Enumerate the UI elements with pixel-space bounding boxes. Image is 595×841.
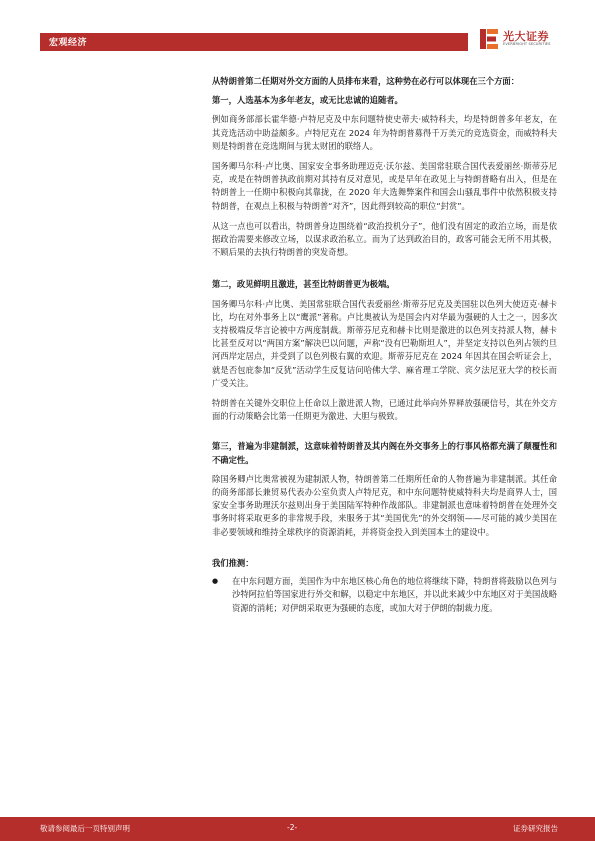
body-paragraph: 除国务卿卢比奥常被视为建制派人物，特朗普第二任期所任命的人物普遍为非建制派。其任命的商务部部长兼贸易代表办公室负责人卢特尼克，和中东问题特使威特科夫均是商界人士，国家安全事务助理沃尔兹则出身于美国陆军特种作战部队。非建制派也意味着特朗普在处理外交事务时将采取更多的非常规手段，来服务于其“美国优先”的外交纲领——尽可能的减少美国在非必要领域和维持全球秩序的资源消耗，并将资金投入到美国本土的建设中。 bbox=[212, 473, 557, 537]
bullet-text: 在中东问题方面，美国作为中东地区核心角色的地位将继续下降，特朗普将鼓励以色列与沙特阿拉伯等国家进行外交和解，以稳定中东地区，并以此来减少中东地区对于美国战略资源的消耗；对伊朗采取更为强硬的态度，或加大对于伊朗的制裁力度。 bbox=[232, 576, 557, 613]
first-point-heading: 第一，人选基本为多年老友，或无比忠诚的追随者。 bbox=[212, 95, 403, 106]
section-label: 宏观经济 bbox=[49, 38, 88, 48]
third-point-heading: 第三，普遍为非建制派，这意味着特朗普及其内阁在外交事务上的行事风格都充满了颠覆性和不确定性。 bbox=[212, 441, 557, 465]
body-paragraph: 从这一点也可以看出，特朗普身边围绕着“政治投机分子”，他们没有固定的政治立场，而是依据政治需要来修改立场，以谋求政治私立。而为了达到政治目的，政客可能会无所不用其极，不顾后果的去执行特朗普的突发奇想。 bbox=[212, 220, 557, 258]
body-paragraph: 国务卿马尔科·卢比奥、国家安全事务助理迈克·沃尔兹、美国常驻联合国代表爱丽丝·斯蒂芬尼克，或是在特朗普执政前期对其持有反对意见，或是早年在政见上与特朗普略有出入，但是在特朗普上一任期中积极向其靠拢，在 2020 年大选舞弊案件和国会山骚乱事件中依然积极支持特朗普，在观点上积极与特朗普“对齐”，因此得到较高的职位“封赏”。 bbox=[212, 161, 557, 211]
body-paragraph: 例如商务部部长霍华德·卢特尼克及中东问题特使史蒂夫·威特科夫，均是特朗普多年老友，在其竞选活动中助益颇多。卢特尼克在 2024 年为特朗普募得千万美元的竞选资金，而威特科夫则是特朗普在竞选期间与犹太财团的联络人。 bbox=[212, 114, 557, 151]
page-footer bbox=[0, 817, 595, 841]
body-paragraph: 特朗普在关键外交职位上任命以上激进派人物，已通过此举向外界释放强硬信号，其在外交方面的行动策略会比第一任期更为激进、大胆与极致。 bbox=[212, 398, 557, 422]
logo-english-name: EVERBRIGHT SECURITIES bbox=[503, 42, 551, 46]
body-paragraph: 国务卿马尔科·卢比奥、美国常驻联合国代表爱丽丝·斯蒂芬尼克及美国驻以色列大使迈克·赫卡比，均在对外事务上以“鹰派”著称。卢比奥被认为是国会内对华最为强硬的人士之一，因多次支持极端反华言论被中方两度制裁。斯蒂芬尼克和赫卡比则是激进的以色列支持派人物，赫卡比甚至反对以“两国方案”解决巴以问题，声称“没有巴勒斯坦人”，并坚定支持以色列占领约旦河西岸定居点，并受到了以色列极右翼的欢迎。斯蒂芬尼克在 2024 年因其在国会听证会上，就是否包庇参加“反犹”活动学生反复诘问哈佛大学、麻省理工学院、宾夕法尼亚大学的校长而广受关注。 bbox=[212, 298, 557, 388]
footer-disclaimer: 敬请参阅最后一页特别声明 bbox=[40, 824, 130, 833]
footer-report-type: 证券研究报告 bbox=[513, 824, 558, 833]
speculation-heading: 我们推测： bbox=[212, 557, 254, 568]
section-bar bbox=[40, 33, 468, 51]
lead-paragraph: 从特朗普第二任期对外交方面的人员排布来看，这种势在必行可以体现在三个方面： bbox=[212, 76, 519, 86]
everbright-logo-icon bbox=[479, 28, 499, 50]
logo-chinese-name: 光大证券 bbox=[503, 30, 549, 43]
bullet-dot-icon: ● bbox=[212, 577, 219, 586]
article-body bbox=[212, 75, 557, 615]
brand-logo bbox=[479, 27, 579, 55]
page-header bbox=[0, 0, 595, 62]
speculation-bullet bbox=[212, 575, 557, 615]
second-point-heading: 第二，政见鲜明且激进，甚至比特朗普更为极端。 bbox=[212, 279, 395, 290]
page-number: -2- bbox=[287, 823, 298, 832]
